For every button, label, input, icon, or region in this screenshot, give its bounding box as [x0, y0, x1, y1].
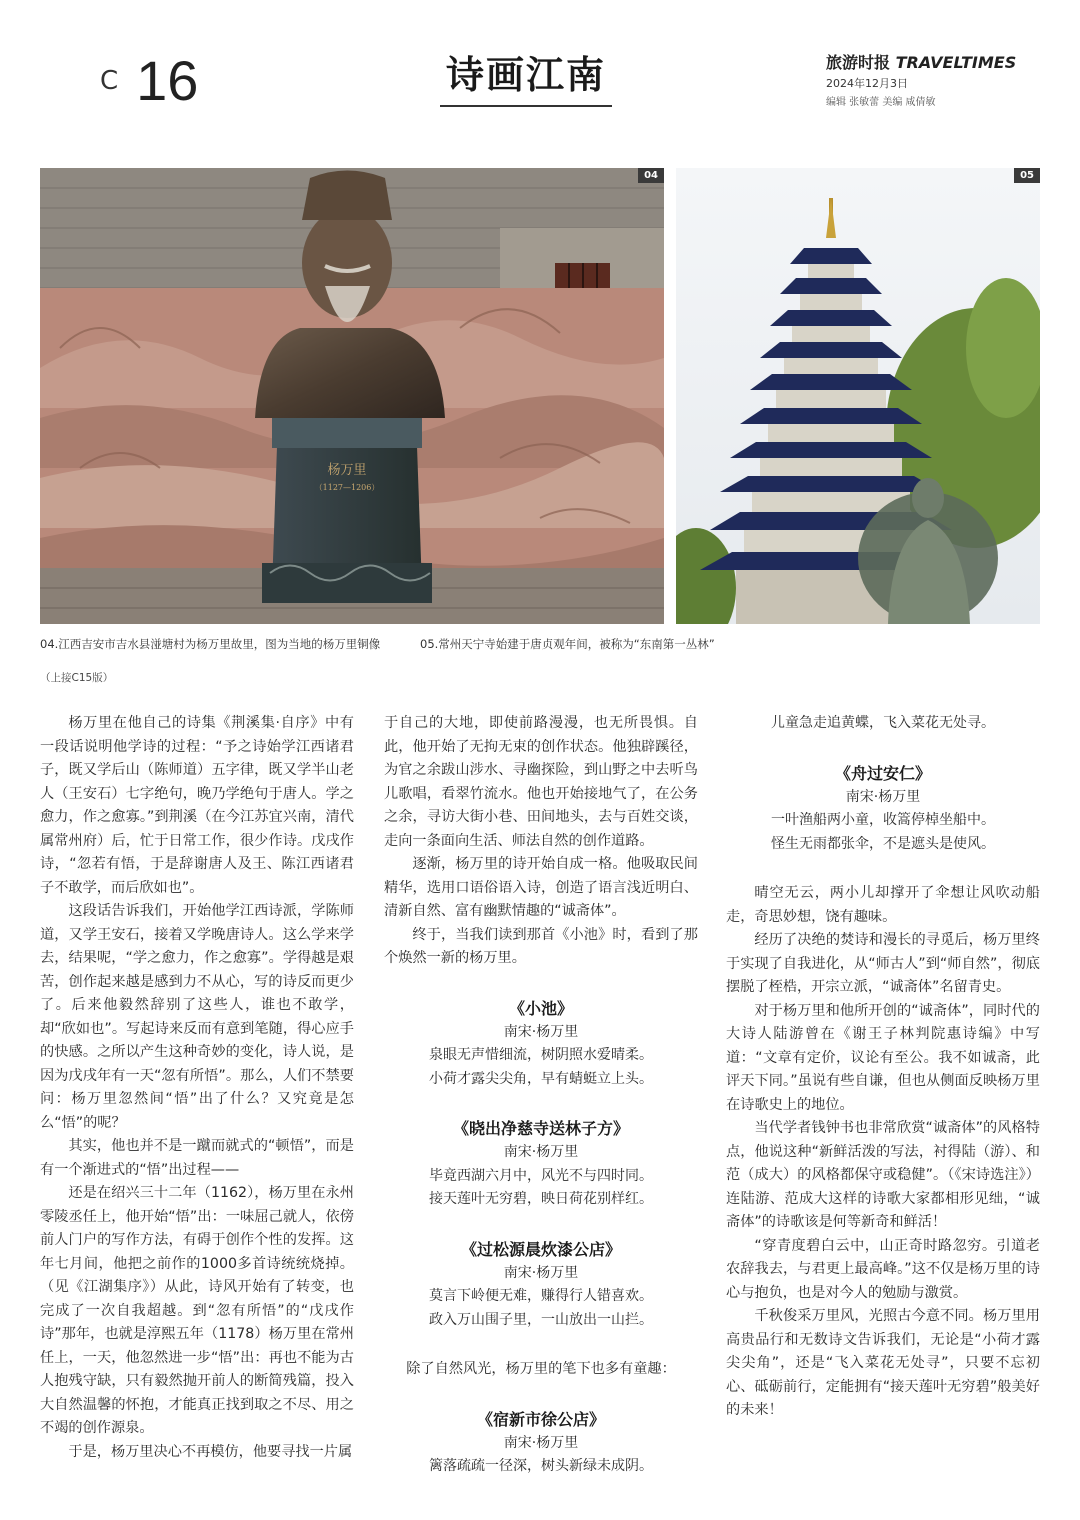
- paragraph: 还是在绍兴三十二年（1162），杨万里在永州零陵丞任上，他开始“悟”出：一味屈己就人，依傍前人门户的写作方法，有碍于创作个性的发挥。这年七月间，他把之前作的1000多首诗统统烧掉。（见《江湖集序》）从此，诗风开始有了转变，也完成了一次自我超越。到“忽有所悟”的“戊戌作诗”那年，也就是淳熙五年（1178）杨万里在常州任上，一天，他忽然进一步“悟”出：再也不能为古人抱残守缺，只有毅然抛开前人的断简残篇，投入大自然温馨的怀抱，才能真正找到取之不尽、用之不竭的创作源泉。: [40, 1185, 354, 1436]
- brand-name: [826, 50, 1026, 73]
- poem-songyuan: [384, 1238, 698, 1333]
- paragraph: 杨万里在他自己的诗集《荆溪集·自序》中有一段话说明他学诗的过程：“予之诗始学江西诸君子，既又学后山（陈师道）五字律，既又学半山老人（王安石）七字绝句，晚乃学绝句于唐人。学之愈力，作之愈寡。”到荆溪（在今江苏宜兴南，清代属常州府）后，忙于日常工作，很少作诗。戊戌作诗，“忽若有悟，于是辞谢唐人及王、陈江西诸君子不敢学，而后欣如也”。: [40, 715, 354, 896]
- title-underline: [440, 105, 612, 107]
- poem-author: 南宋·杨万里: [845, 788, 921, 805]
- issue-date: 2024年12月3日: [826, 77, 908, 90]
- caption-photo-05: 05.常州天宁寺始建于唐贞观年间，被称为“东南第一丛林”: [420, 637, 715, 651]
- paragraph: 对于杨万里和他所开创的“诚斋体”，同时代的大诗人陆游曾在《谢王子林判院惠诗编》中写道：“文章有定价，议论有至公。我不如诚斋，此评天下同。”虽说有些自谦，但也从侧面反映杨万里在诗歌史上的地位。: [726, 1002, 1040, 1113]
- brand-cn: 旅游时报: [826, 53, 891, 72]
- poem-author: 南宋·杨万里: [503, 1023, 579, 1040]
- paragraph: 于自己的大地，即使前路漫漫，也无所畏惧。自此，他开始了无拘无束的创作状态。他独辟蹊径，为官之余跋山涉水、寻幽探险，到山野之中去听鸟儿歌唱，看翠竹流水。他也开始接地气了，在公务之余，寻访大街小巷、田间地头，去与百姓交谈，走向一条面向生活、师法自然的创作道路。: [384, 715, 698, 849]
- poem-xushi-continued: [726, 712, 1040, 736]
- photo-yang-wanli-statue: [40, 168, 664, 624]
- paragraph: 经历了决绝的焚诗和漫长的寻觅后，杨万里终于实现了自我进化，从“师古人”到“师自然”，彻底摆脱了桎梏，开宗立派，“诚斋体”名留青史。: [726, 932, 1040, 995]
- pagoda-illustration: [676, 168, 1040, 624]
- paragraph: 这段话告诉我们，开始他学江西诗派，学陈师道，又学王安石，接着又学晚唐诗人。这么学来学去，结果呢，“学之愈力，作之愈寡”。学得越是艰苦，创作起来越是感到力不从心，写的诗反而更少了。后来他毅然辞别了这些人，谁也不敢学，却“欣如也”。写起诗来反而有意到笔随，得心应手的快感。之所以产生这种奇妙的变化，诗人说，是因为戊戌年有一天“忽有所悟”。那么，人们不禁要问：杨万里忽然间“悟”出了什么？又究竟是怎么“悟”的呢？: [40, 903, 354, 1131]
- page-title: 诗画江南: [445, 53, 606, 97]
- poem-xiaochi: [384, 997, 698, 1092]
- photo-tag-04: 04: [638, 168, 664, 183]
- paragraph: 晴空无云，两小儿却撑开了伞想让风吹动船走，奇思妙想，饶有趣味。: [726, 885, 1040, 925]
- poem-title: 《过松源晨炊漆公店》: [460, 1239, 621, 1259]
- poem-title: 《小池》: [508, 998, 573, 1018]
- poem-author: 南宋·杨万里: [503, 1264, 579, 1281]
- paragraph: 终于，当我们读到那首《小池》时，看到了那个焕然一新的杨万里。: [384, 926, 698, 966]
- paragraph: “穿青度碧白云中，山正奇时路忽穷。引道老农辞我去，与君更上最高峰。”这不仅是杨万里的诗心与抱负，也是对今人的勉励与激赏。: [726, 1237, 1040, 1301]
- page-number-block: [100, 48, 198, 113]
- photo-tianning-pagoda: [676, 168, 1040, 624]
- paragraph: 于是，杨万里决心不再模仿，他要寻找一片属: [68, 1443, 353, 1460]
- section-letter: C: [100, 65, 129, 96]
- poem-anren: [726, 762, 1040, 857]
- poem-line: 儿童急走追黄蝶，飞入菜花无处寻。: [771, 715, 995, 731]
- masthead: [826, 50, 1026, 108]
- poem-title: 《晓出净慈寺送林子方》: [452, 1119, 629, 1138]
- paragraph: 其实，他也并不是一蹴而就式的“顿悟”，而是有一个渐进式的“悟”出过程——: [40, 1138, 354, 1178]
- plaque-name: 杨万里: [327, 463, 367, 478]
- page-title-block: [440, 44, 612, 107]
- poem-author: 南宋·杨万里: [503, 1434, 579, 1451]
- poem-jingci: [384, 1117, 698, 1212]
- poem-title: 《舟过安仁》: [834, 763, 931, 783]
- poem-line: 莫言下岭便无难，赚得行人错喜欢。: [429, 1288, 653, 1304]
- plaque-years: （1127—1206）: [314, 483, 380, 492]
- poem-line: 政入万山围子里，一山放出一山拦。: [429, 1311, 653, 1328]
- statue-illustration: [40, 168, 664, 624]
- poem-line: 泉眼无声惜细流，树阴照水爱晴柔。: [429, 1047, 653, 1063]
- article-column-3: [726, 712, 1040, 1423]
- paragraph: 除了自然风光，杨万里的笔下也多有童趣：: [406, 1361, 676, 1377]
- poem-line: 接天莲叶无穷碧，映日荷花别样红。: [429, 1191, 653, 1207]
- paragraph: 逐渐，杨万里的诗开始自成一格。他吸取民间精华，选用口语俗语入诗，创造了语言浅近明白、清新自然、富有幽默情趣的“诚斋体”。: [384, 856, 698, 919]
- photo-tag-05: 05: [1014, 168, 1040, 183]
- paragraph: 当代学者钱钟书也非常欣赏“诚斋体”的风格特点，他说这种“新鲜活泼的写法，衬得陆（游）、和范（成大）的风格都保守或稳健”。（《宋诗选注》）连陆游、范成大这样的诗歌大家都相形见绌，“诚斋体”的诗歌该是何等新奇和鲜活！: [726, 1120, 1040, 1230]
- poem-author: 南宋·杨万里: [503, 1144, 579, 1160]
- poem-line: 一叶渔船两小童，收篙停棹坐船中。: [771, 812, 995, 828]
- page-number: 16: [136, 49, 199, 112]
- poem-line: 毕竟西湖六月中，风光不与四时同。: [429, 1167, 653, 1184]
- poem-line: 怪生无雨都张伞，不是遮头是使风。: [771, 835, 995, 852]
- caption-photo-04: 04.江西吉安市吉水县湴塘村为杨万里故里，图为当地的杨万里铜像: [40, 637, 381, 651]
- poem-xushi: [384, 1408, 698, 1479]
- article-column-2: [384, 712, 698, 1479]
- brand-en: TRAVELTIMES: [895, 53, 1017, 72]
- paragraph: 千秋俊采万里风，光照古今意不同。杨万里用高贵品行和无数诗文告诉我们，无论是“小荷才露尖尖角”，还是“飞入菜花无处寻”，只要不忘初心、砥砺前行，定能拥有“接天莲叶无穷碧”般美好的未来！: [726, 1308, 1040, 1418]
- poem-line: 篱落疏疏一径深，树头新绿未成阴。: [429, 1458, 653, 1474]
- poem-title: 《宿新市徐公店》: [476, 1409, 605, 1429]
- poem-line: 小荷才露尖尖角，早有蜻蜓立上头。: [429, 1070, 653, 1087]
- continued-note: （上接C15版）: [40, 672, 114, 684]
- editors: 编辑 张敏蕾 美编 咸倩敏: [826, 97, 936, 108]
- article-column-1: [40, 712, 354, 1464]
